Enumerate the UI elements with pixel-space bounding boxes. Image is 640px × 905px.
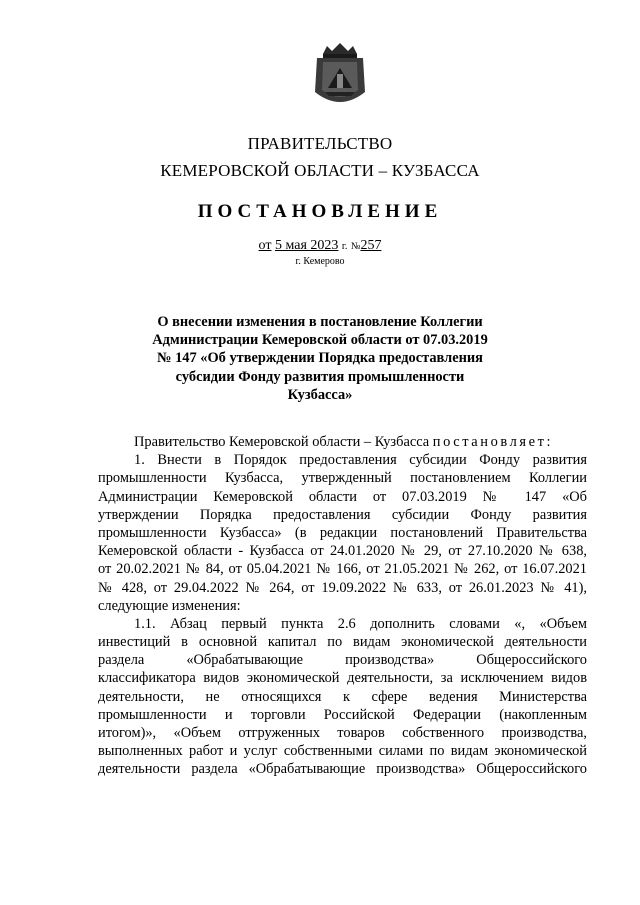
decree-subject	[150, 313, 490, 404]
decree-body	[98, 433, 587, 779]
subject-line: субсидии Фонду развития промышленности	[175, 368, 465, 385]
body-line: деятельности раздела «Обрабатывающие производства» Общероссийского	[98, 761, 587, 778]
preamble	[98, 433, 587, 451]
body-line: выполненных работ и услуг собственными силами по видам экономической	[98, 743, 587, 760]
document-type-title: ПОСТАНОВЛЕНИЕ	[197, 201, 443, 222]
body-line: утверждении Порядка предоставления субсидии Фонду развития	[98, 506, 587, 523]
body-line: деятельности, не относящихся к сфере ведения Министерства	[98, 688, 587, 705]
decree-number: 257	[360, 238, 382, 253]
body-line: классификатора видов экономической деятельности, за исключением видов	[98, 670, 587, 687]
preamble-resolves: постановляет:	[432, 434, 554, 450]
government-title-line-2: КЕМЕРОВСКОЙ ОБЛАСТИ – КУЗБАССА	[160, 161, 480, 180]
number-sign: №	[350, 241, 361, 252]
body-line: инвестиций в основной капитал по видам экономической деятельности	[98, 634, 587, 651]
city-name: г. Кемерово	[295, 256, 345, 267]
body-line: раздела «Обрабатывающие производства» Общероссийского	[98, 652, 587, 669]
body-line: № 428, от 29.04.2022 № 264, от 19.09.2022 № 633, от 26.01.2023 № 41),	[98, 579, 587, 596]
subject-line: № 147 «Об утверждении Порядка предоставления	[157, 350, 483, 367]
body-line: промышленности и торговли Российской Федерации (накопленным	[98, 706, 587, 723]
body-line: 1. Внести в Порядок предоставления субсидии Фонду развития	[134, 452, 587, 469]
subject-line: Кузбасса»	[287, 386, 353, 403]
subject-line: Администрации Кемеровской области от 07.03.2019	[152, 332, 488, 349]
decree-date-line	[0, 238, 640, 254]
preamble-text: Правительство Кемеровской области – Кузбасса	[134, 434, 430, 450]
body-line: промышленности Кузбасса, утвержденный постановлением Коллегии	[98, 470, 587, 487]
government-title-line-1: ПРАВИТЕЛЬСТВО	[247, 134, 393, 153]
date-prefix: от	[258, 238, 272, 253]
year-suffix: г.	[341, 241, 348, 252]
decree-date: 5 мая 2023	[274, 238, 339, 253]
body-line: от 20.02.2021 № 84, от 05.04.2021 № 166, от 21.05.2021 № 262, от 16.07.2021	[98, 561, 587, 578]
body-line: Кемеровской области - Кузбасса от 24.01.2020 № 29, от 27.10.2020 № 638,	[98, 543, 587, 560]
body-line: следующие изменения:	[98, 597, 241, 614]
body-line: 1.1. Абзац первый пункта 2.6 дополнить словами «, «Объем	[134, 615, 587, 632]
body-line: промышленности Кузбасса» (в редакции постановлений Правительства	[98, 524, 587, 541]
body-line: итогом)», «Объем отгруженных товаров собственного производства,	[98, 725, 587, 741]
coat-of-arms-icon	[311, 40, 369, 112]
subject-line: О внесении изменения в постановление Коллегии	[157, 314, 483, 330]
body-line: Администрации Кемеровской области от 07.03.2019 № 147 «Об	[98, 488, 587, 505]
